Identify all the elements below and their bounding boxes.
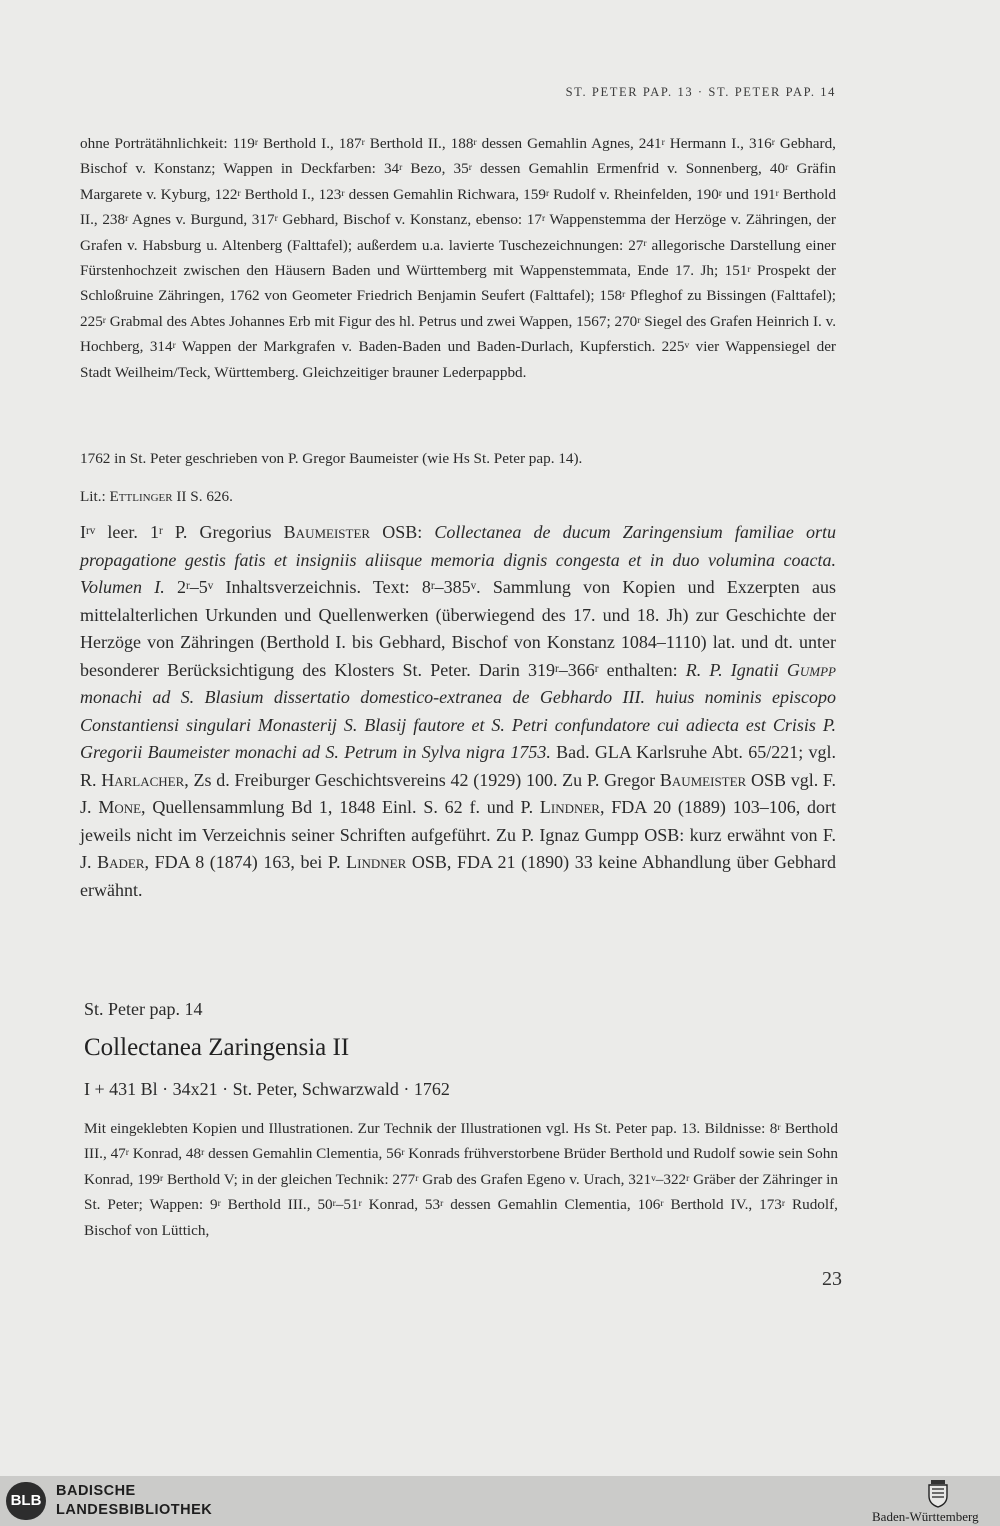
library-name-line2: LANDESBIBLIOTHEK (56, 1502, 213, 1518)
illustrations-paragraph: ohne Porträtähnlichkeit: 119$^r$ Berthold I., 187$^r$ Berthold II., 188$^r$ dessen Gemahlin Agnes, 241$^r$ Hermann I., 316$^r$ Gebhard, Bischof v. Konstanz; Wappen in Deckfarben: 34$^r$ Bezo, 35$^r$ dessen Gemahlin Ermenfrid v. Sonnenberg, 40$^r$ Gräfin Margarete v. Kyburg, 122$^r$ Berthold I., 123$^r$ dessen Gemahlin Richwara, 159$^r$ Rudolf v. Rheinfelden, 190$^r$ und 191$^r$ Berthold II., 238$^r$ Agnes v. Burgund, 317$^r$ Gebhard, Bischof v. Konstanz, ebenso: 17$^r$ Wappenstemma der Herzöge v. Zähringen, der Grafen v. Habsburg u. Altenberg (Falttafel); außerdem u.a. lavierte Tuschezeichnungen: 27$^r$ allegorische Darstellung einer Fürstenhochzeit zwischen den Häusern Baden und Württemberg mit Wappenstemmata, Ende 17. Jh; 151$^r$ Prospekt der Schloßruine Zähringen, 1762 von Geometer Friedrich Benjamin Seufert (Falttafel); 158$^r$ Pfleghof zu Bissingen (Falttafel); 225$^r$ Grabmal des Abtes Johannes Erb mit Figur des hl. Petrus und zwei Wappen, 1567; 270$^r$ Siegel des Grafen Heinrich I. v. Hochberg, 314$^r$ Wappen der Markgrafen v. Baden-Baden und Baden-Durlach, Kupferstich. 225$^v$ vier Wappensiegel der Stadt Weilheim/Teck, Württemberg. Gleichzeitiger brauner Lederpappbd. (80, 135, 837, 381)
coat-of-arms-icon (927, 1480, 949, 1508)
blb-logo[interactable]: BLB (6, 1482, 46, 1520)
footer-bar (0, 1476, 1000, 1526)
library-name-line1: BADISCHE (56, 1483, 136, 1499)
contents-paragraph: $I^{rv}$ leer. 1$^r$ P. Gregorius Baumeister OSB: Collectanea de ducum Zaringensium familiae ortu propagatione gestis fatis et insigniis aliisque memoria dignis congesta et in duo volumina coacta. Volumen I. 2$^r$–5$^v$ Inhaltsverzeichnis. Text: 8$^r$–385$^v$. Sammlung von Kopien und Exzerpten aus mittelalterlichen Urkunden und Quellenwerken (überwiegend des 17. und 18. Jh) zur Geschichte der Herzöge von Zähringen (Berthold I. bis Gebhard, Bischof von Konstanz 1084–1110) lat. und dt. unter besonderer Berücksichtigung des Klosters St. Peter. Darin 319$^r$–366$^r$ enthalten: R. P. Ignatii Gumpp monachi ad S. Blasium dissertatio domestico-extranea de Gebhardo III. huius nominis episcopo Constantiensi singulari Monasterij S. Blasij fautore et S. Petri confundatore cui adiecta est Crisis P. Gregorii Baumeister monachi ad S. Petrum in Sylva nigra 1753. Bad. GLA Karlsruhe Abt. 65/221; vgl. R. Harlacher, Zs d. Freiburger Geschichtsvereins 42 (1929) 100. Zu P. Gregor Baumeister OSB vgl. F. J. Mone, Quellensammlung Bd 1, 1848 Einl. S. 62 f. und P. Lindner, FDA 20 (1889) 103–106, dort jeweils nicht im Verzeichnis seiner Schriften aufgeführt. Zu P. Ignaz Gumpp OSB: kurz erwähnt von F. J. Bader, FDA 8 (1874) 163, bei P. Lindner OSB, FDA 21 (1890) 33 keine Abhandlung über Gebhard erwähnt. (80, 522, 837, 900)
lit-prefix: Lit.: (80, 488, 110, 505)
entry-description: I + 431 Bl · 34x21 · St. Peter, Schwarzwald · 1762 (84, 1079, 450, 1099)
lit-author: Ettlinger (109, 488, 173, 505)
entry-title: Collectanea Zaringensia II (84, 1034, 350, 1061)
entry-shelfmark: St. Peter pap. 14 (84, 999, 203, 1019)
state-name[interactable]: Baden-Württemberg (872, 1509, 979, 1524)
library-name[interactable] (56, 1482, 256, 1520)
literature-line (80, 484, 836, 509)
running-head: ST. PETER PAP. 13 · ST. PETER PAP. 14 (565, 85, 836, 99)
lit-rest: II S. 626. (172, 488, 233, 505)
provenance-line: 1762 in St. Peter geschrieben von P. Gregor Baumeister (wie Hs St. Peter pap. 14). (80, 450, 583, 467)
entry-illustrations: Mit eingeklebten Kopien und Illustrationen. Zur Technik der Illustrationen vgl. Hs St. Peter pap. 13. Bildnisse: 8$^r$ Berthold III., 47$^r$ Konrad, 48$^r$ dessen Gemahlin Clementia, 56$^r$ Konrads frühverstorbene Brüder Berthold und Rudolf sowie sein Sohn Konrad, 199$^r$ Berthold V; in der gleichen Technik: 277$^r$ Grab des Grafen Egeno v. Urach, 321$^v$–322$^r$ Gräber der Zähringer in St. Peter; Wappen: 9$^r$ Berthold III., 50$^r$–51$^r$ Konrad, 53$^r$ dessen Gemahlin Clementia, 106$^r$ Berthold IV., 173$^r$ Rudolf, Bischof von Lüttich, (84, 1120, 838, 1239)
page-number: 23 (822, 1268, 842, 1290)
